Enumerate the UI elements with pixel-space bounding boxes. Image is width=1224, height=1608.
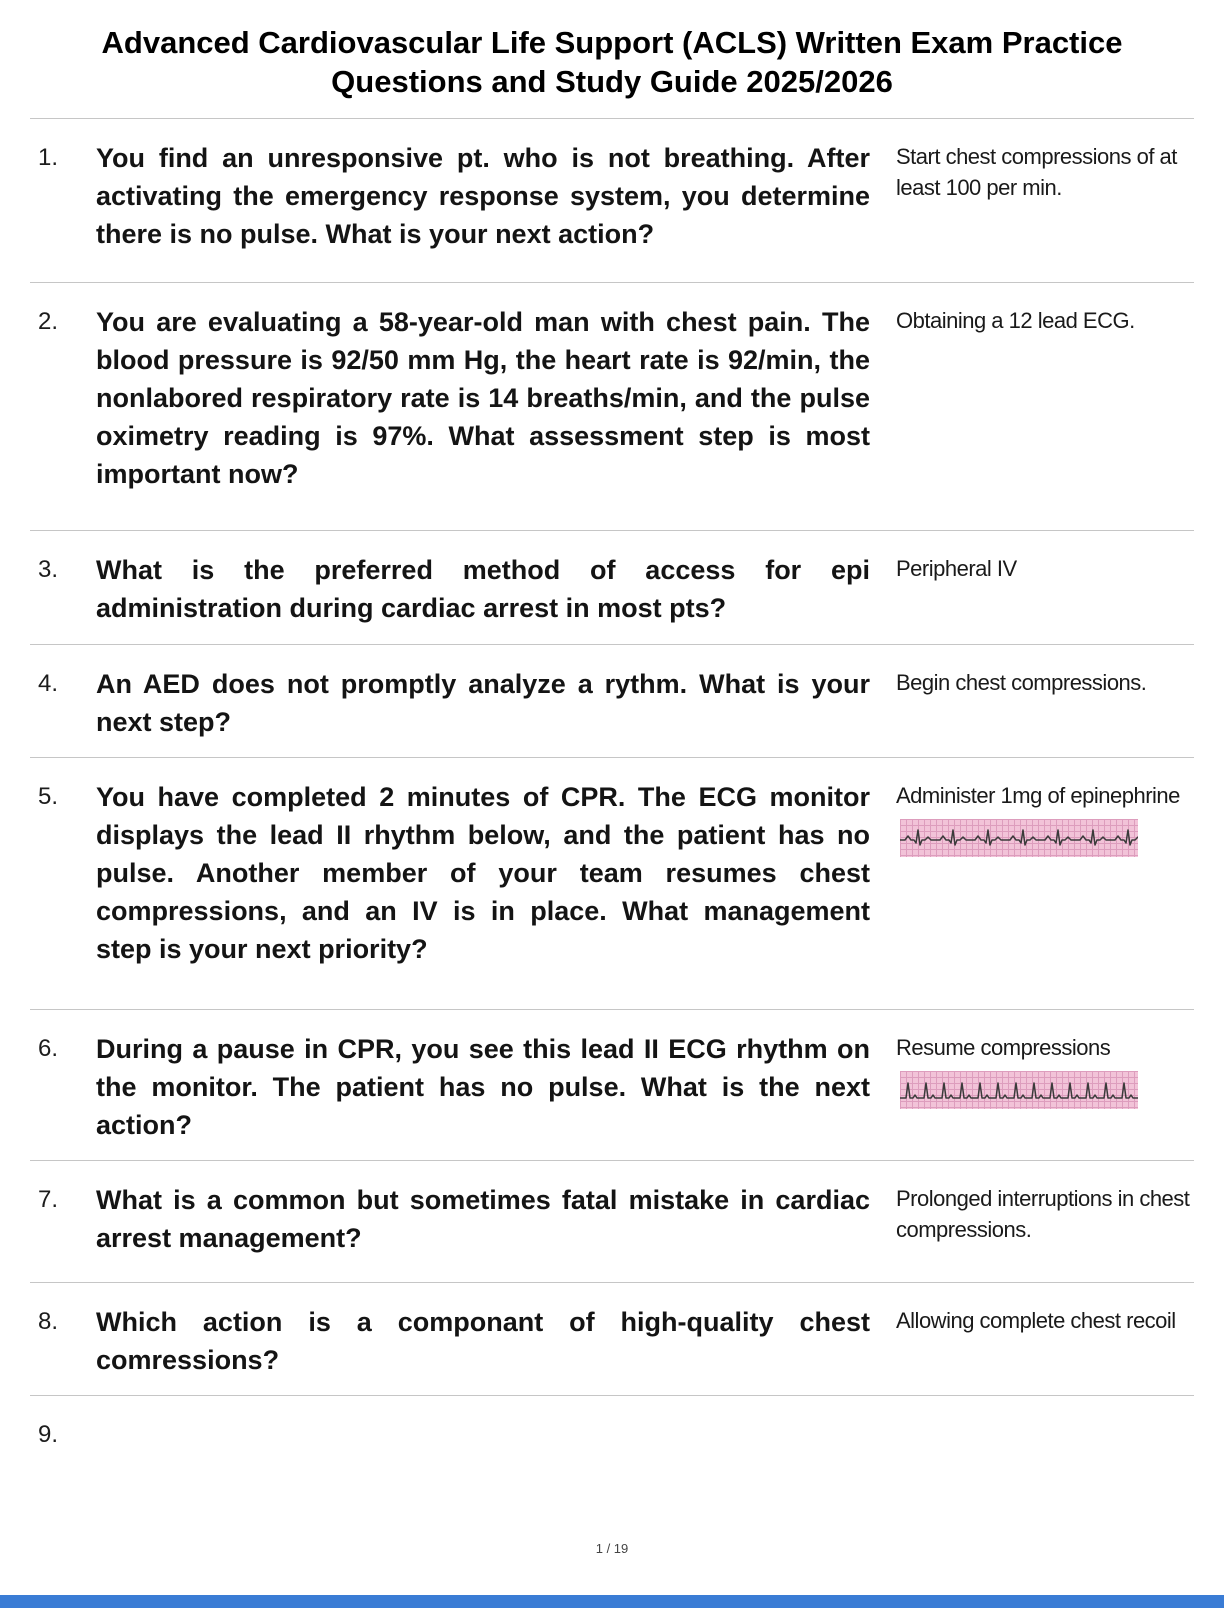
answer-text: Peripheral IV: [896, 555, 1017, 581]
question-number: 5.: [38, 782, 59, 810]
page-title: Advanced Cardiovascular Life Support (ACLS) Written Exam Practice Questions and Study Guide 2025/2026: [101, 25, 1123, 99]
answer-text: Allowing complete chest recoil: [896, 1307, 1176, 1333]
answer-text: Resume compressions: [896, 1034, 1111, 1060]
answer-cell: [896, 303, 1194, 336]
answer-cell: [896, 1030, 1194, 1109]
question-row: [30, 282, 1194, 530]
question-text: During a pause in CPR, you see this lead II ECG rhythm on the monitor. The patient has no pulse. What is the next action?: [96, 1033, 870, 1140]
question-text: Which action is a componant of high-quality chest comressions?: [96, 1306, 870, 1375]
answer-cell: [896, 778, 1194, 857]
question-text: You are evaluating a 58-year-old man with chest pain. The blood pressure is 92/50 mm Hg, the heart rate is 92/min, the nonlabored respiratory rate is 14 breaths/min, and the pulse oximetry reading is 97%. What assessment step is most important now?: [96, 306, 870, 489]
answer-cell: [896, 139, 1194, 203]
question-text: What is a common but sometimes fatal mistake in cardiac arrest management?: [96, 1184, 870, 1253]
answer-text: Prolonged interruptions in chest compressions.: [896, 1185, 1190, 1242]
question-number: 4.: [38, 669, 59, 697]
answer-cell: [896, 1416, 1194, 1418]
question-text: You have completed 2 minutes of CPR. The ECG monitor displays the lead II rhythm below, and the patient has no pulse. Another member of your team resumes chest compressions, and an IV is in place. What management step is your next priority?: [96, 781, 870, 964]
bottom-accent-bar: [0, 1595, 1224, 1608]
answer-text: Begin chest compressions.: [896, 669, 1147, 695]
question-number: 9.: [38, 1420, 59, 1448]
question-number: 1.: [38, 143, 59, 171]
question-row: [30, 1282, 1194, 1395]
ecg-strip-image: [900, 1071, 1138, 1109]
document-page: [0, 24, 1224, 1608]
question-number: 6.: [38, 1034, 59, 1062]
question-text: An AED does not promptly analyze a rythm. What is your next step?: [96, 668, 870, 737]
question-row: [30, 1160, 1194, 1282]
question-text: What is the preferred method of access for epi administration during cardiac arrest in most pts?: [96, 554, 870, 623]
question-row: [30, 530, 1194, 644]
answer-text: Start chest compressions of at least 100 per min.: [896, 143, 1177, 200]
answer-cell: [896, 665, 1194, 698]
ecg-strip-image: [900, 819, 1138, 857]
question-row: [30, 1009, 1194, 1160]
question-row: [30, 118, 1194, 282]
page-number: 1 / 19: [595, 1541, 629, 1556]
question-list: [0, 118, 1224, 1470]
question-number: 8.: [38, 1307, 59, 1335]
question-row: [30, 1395, 1194, 1470]
answer-text: Obtaining a 12 lead ECG.: [896, 307, 1135, 333]
answer-cell: [896, 1181, 1194, 1245]
question-text: You find an unresponsive pt. who is not breathing. After activating the emergency response system, you determine there is no pulse. What is your next action?: [96, 142, 870, 249]
answer-cell: [896, 1303, 1194, 1336]
question-number: 3.: [38, 555, 59, 583]
answer-cell: [896, 551, 1194, 584]
question-number: 7.: [38, 1185, 59, 1213]
question-row: [30, 644, 1194, 757]
answer-text: Administer 1mg of epinephrine: [896, 782, 1180, 808]
question-number: 2.: [38, 307, 59, 335]
question-row: [30, 757, 1194, 1009]
